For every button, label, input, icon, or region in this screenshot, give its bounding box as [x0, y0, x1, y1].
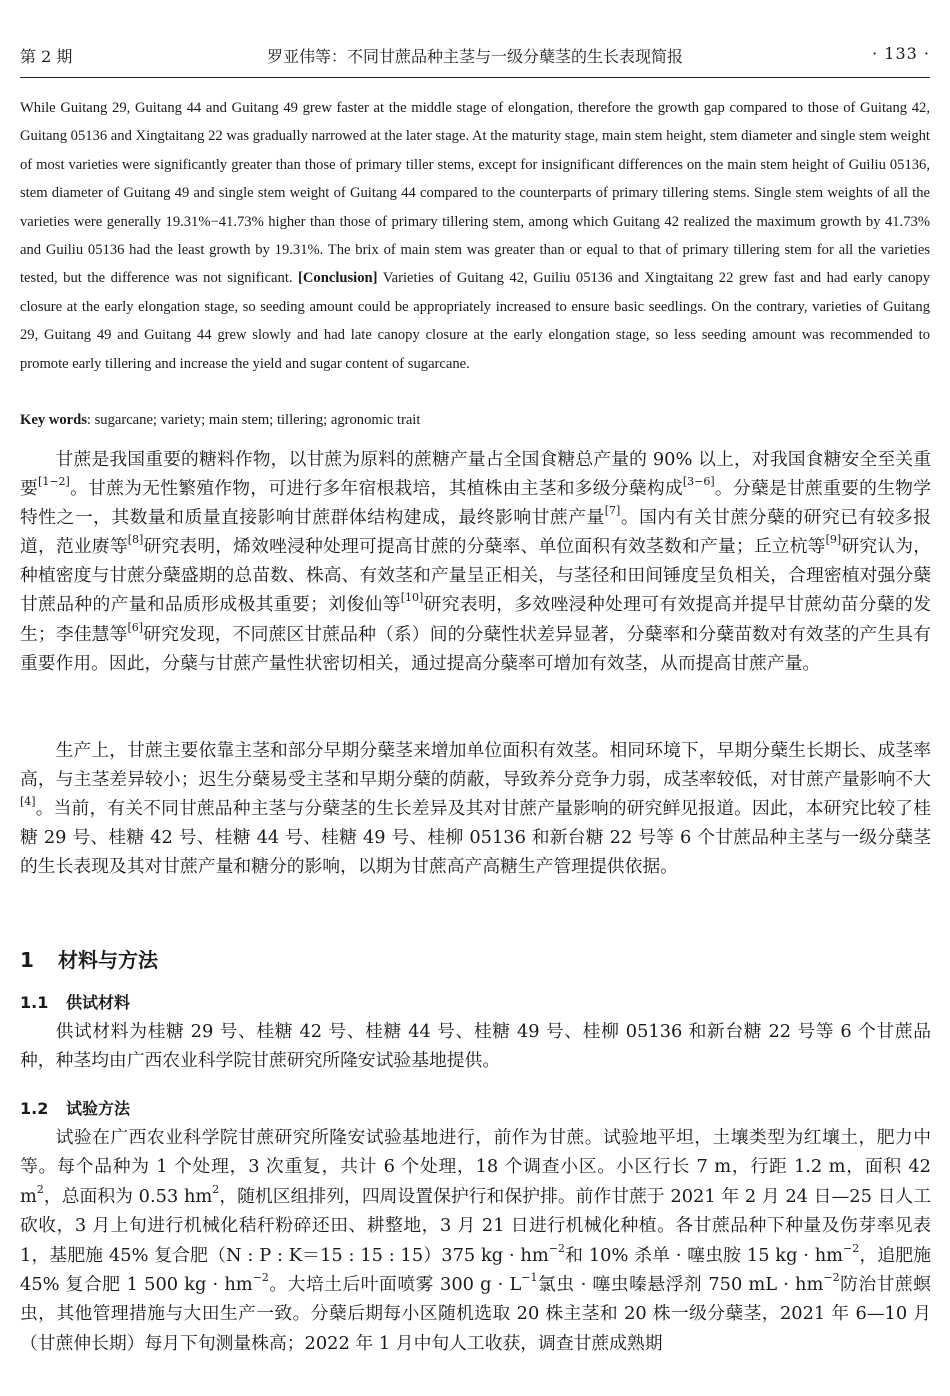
- superscript: −2: [252, 1271, 269, 1285]
- subsection-title: 试验方法: [66, 1099, 131, 1118]
- section-heading: [20, 944, 158, 973]
- citation: [1−2]: [38, 475, 70, 489]
- text: 。大培土后叶面喷雾 300 g · L: [268, 1274, 522, 1296]
- subsection-number: 1.1: [20, 993, 49, 1012]
- methods-paragraph: [20, 1123, 931, 1358]
- abstract-conclusion-text: Varieties of Guitang 42, Guiliu 05136 and Xingtaitang 22 grew fast and had early canopy closure at the early elongation stage, so seeding amount could be appropriately increased to ensure basic seedlings. On the contrary, varieties of Guitang 29, Guitang 49 and Guitang 44 grew slowly and had late canopy closure at the early elongation stage, so less seeding amount was recommended to promote early tillering and increase the yield and sugar content of sugarcane.: [20, 270, 930, 372]
- text: 研究认为，种植密度与甘蔗分蘖盛期的总苗数、株高、有效茎和产量呈正相关，与茎径和田间锤度呈负相关，合理密植对强分蘖甘蔗品种的产量和品质形成极其重要；刘俊仙等: [20, 536, 931, 616]
- text: 研究发现，不同蔗区甘蔗品种（系）间的分蘖性状差异显著，分蘖率和分蘖苗数对有效茎的产生具有重要作用。因此，分蘖与甘蔗产量性状密切相关，通过提高分蘖率可增加有效茎，从而提高甘蔗产量。: [20, 623, 931, 674]
- page-number: · 133 ·: [872, 44, 930, 63]
- text: 防治甘蔗螟虫，其他管理措施与大田生产一致。分蘖后期每小区随机选取 20 株主茎和 20 株一级分蘖茎，2021 年 6—10 月（甘蔗伸长期）每月下旬测量株高；2022 年 1 月中旬人工收获，调查甘蔗成熟期: [20, 1274, 931, 1354]
- superscript: −2: [548, 1241, 565, 1255]
- subsection-number: 1.2: [20, 1099, 49, 1118]
- text: 。当前，有关不同甘蔗品种主茎与分蘖茎的生长差异及其对甘蔗产量影响的研究鲜见报道。因此，本研究比较了桂糖 29 号、桂糖 42 号、桂糖 44 号、桂糖 49 号、桂柳 05136 和新台糖 22 号等 6 个甘蔗品种主茎与一级分蘖茎的生长表现及其对甘蔗产量和糖分的影响，以期为甘蔗高产高糖生产管理提供依据。: [20, 798, 931, 878]
- text: 研究表明，烯效唑浸种处理可提高甘蔗的分蘖率、单位面积有效茎数和产量；丘立杭等: [143, 536, 826, 558]
- text: 。甘蔗为无性繁殖作物，可进行多年宿根栽培，其植株由主茎和多级分蘖构成: [69, 478, 683, 500]
- materials-paragraph: 供试材料为桂糖 29 号、桂糖 42 号、桂糖 44 号、桂糖 49 号、桂柳 05136 和新台糖 22 号等 6 个甘蔗品种，种茎均由广西农业科学院甘蔗研究所隆安试验基地提供。: [20, 1021, 931, 1072]
- keywords: [20, 407, 930, 433]
- english-abstract: [20, 94, 930, 378]
- subsection-heading: [20, 990, 130, 1013]
- superscript: 2: [212, 1182, 220, 1196]
- superscript: −1: [521, 1271, 538, 1285]
- citation: [3−6]: [682, 475, 715, 489]
- keywords-label: Key words: [20, 412, 87, 428]
- abstract-results-text: While Guitang 29, Guitang 44 and Guitang 49 grew faster at the middle stage of elongation, therefore the growth gap compared to those of Guitang 42, Guitang 05136 and Xingtaitang 22 was gradually narrowed at the later stage. At the maturity stage, main stem height, stem diameter and single stem weight of most varieties were significantly greater than those of primary tiller stems, except for insignificant differences on the main stem height of Guiliu 05136, stem diameter of Guitang 49 and single stem weight of Guitang 44 compared to the counterparts of primary tillering stems. Single stem weights of all the varieties were generally 19.31%−41.73% higher than those of primary tillering stem, among which Guitang 42 realized the maximum growth by 41.73% and Guiliu 05136 had the least growth by 19.31%. The brix of main stem was greater than or equal to that of primary tillering stem for all the varieties tested, but the difference was not significant.: [20, 100, 930, 287]
- superscript: −2: [823, 1271, 840, 1285]
- text: 和 10% 杀单 · 噻虫胺 15 kg · hm: [564, 1244, 844, 1266]
- citation: [7]: [604, 504, 621, 518]
- subsection-heading: [20, 1096, 130, 1119]
- section-title: 材料与方法: [58, 948, 158, 972]
- conclusion-label: [Conclusion]: [298, 270, 378, 287]
- running-header: [20, 44, 930, 70]
- citation: [8]: [127, 533, 144, 547]
- keywords-list: : sugarcane; variety; main stem; tillering; agronomic trait: [86, 412, 421, 428]
- text: 生产上，甘蔗主要依靠主茎和部分早期分蘖茎来增加单位面积有效茎。相同环境下，早期分蘖生长期长、成茎率高，与主茎差异较小；迟生分蘖易受主茎和早期分蘖的荫蔽，导致养分竞争力弱，成茎率较低，对甘蔗产量影响不大: [20, 740, 931, 791]
- citation: [9]: [825, 533, 842, 547]
- header-rule: [20, 77, 930, 78]
- subsection-title: 供试材料: [66, 993, 131, 1012]
- text: 。国内有关甘蔗分蘖的研究已有较多报道，范业赓等: [20, 507, 931, 558]
- issue-number: 第 2 期: [20, 47, 73, 66]
- citation: [10]: [400, 591, 424, 605]
- intro-paragraph-2: [20, 736, 931, 881]
- text: 氯虫 · 噻虫嗪悬浮剂 750 mL · hm: [537, 1274, 824, 1296]
- superscript: −2: [843, 1241, 860, 1255]
- text: ，追肥施 45% 复合肥 1 500 kg · hm: [20, 1244, 931, 1296]
- text: ，总面积为 0.53 hm: [43, 1185, 213, 1207]
- text: 试验在广西农业科学院甘蔗研究所隆安试验基地进行，前作为甘蔗。试验地平坦，土壤类型为红壤土，肥力中等。每个品种为 1 个处理，3 次重复，共计 6 个处理，18 个调查小区。小区行长 7 m，行距 1.2 m，面积 42 m: [20, 1127, 931, 1207]
- text: 。分蘖是甘蔗重要的生物学特性之一，其数量和质量直接影响甘蔗群体结构建成，最终影响甘蔗产量: [20, 478, 931, 529]
- running-title: 罗亚伟等：不同甘蔗品种主茎与一级分蘖茎的生长表现简报: [266, 47, 683, 66]
- text: ，随机区组排列，四周设置保护行和保护排。前作甘蔗于 2021 年 2 月 24 日—25 日人工砍收，3 月上旬进行机械化秸秆粉碎还田、耕整地，3 月 21 日进行机械化种植。各甘蔗品种下种量及伤芽率见表 1，基肥施 45% 复合肥（N : P : K＝15 : 15 : 15）375 kg · hm: [20, 1185, 931, 1266]
- text: 甘蔗是我国重要的糖料作物，以甘蔗为原料的蔗糖产量占全国食糖总产量的 90% 以上，对我国食糖安全至关重要: [20, 449, 931, 500]
- superscript: 2: [36, 1182, 44, 1196]
- section-number: 1: [20, 948, 34, 972]
- intro-paragraph-1: [20, 445, 931, 678]
- text: 研究表明，多效唑浸种处理可有效提高并提早甘蔗幼苗分蘖的发生；李佳慧等: [20, 594, 931, 645]
- citation: [4]: [20, 795, 36, 809]
- citation: [6]: [127, 620, 144, 634]
